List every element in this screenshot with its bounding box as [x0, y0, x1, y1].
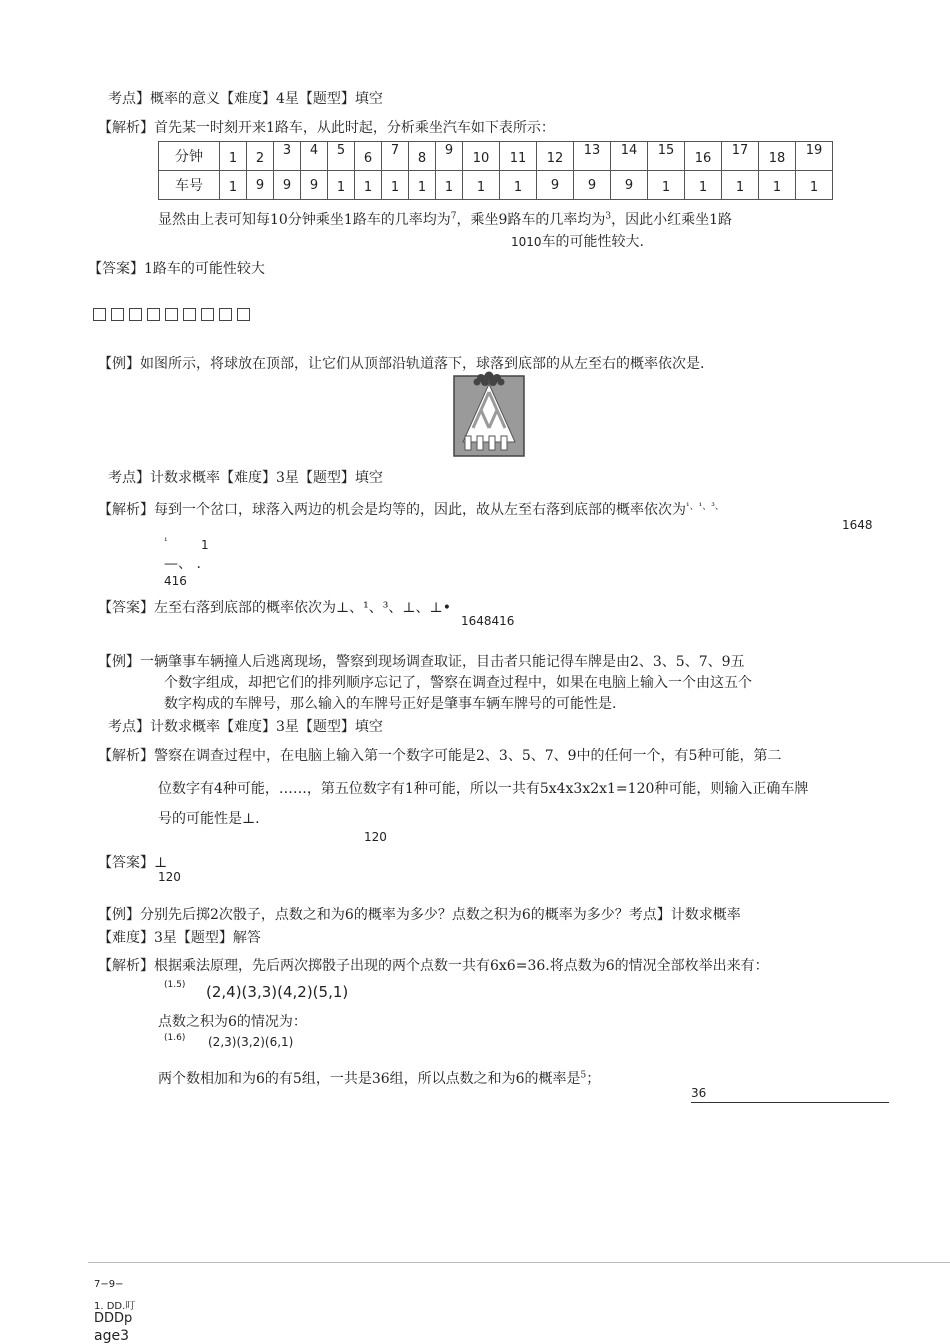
jiexi-2-line2: —、 . — [164, 556, 201, 572]
minute-cell: 5 — [328, 142, 355, 171]
prod-label: 点数之积为6的情况为： — [158, 1014, 307, 1030]
example-3-line2: 个数字组成，却把它们的排列顺序忘记了，警察在调查过程中，如果在电脑上输入一个由这五个 — [164, 675, 752, 691]
bus-cell: 9 — [537, 171, 574, 200]
example-4-line2: 【难度】3星【题型】解答 — [98, 930, 261, 946]
answer-3-denom: 120 — [158, 870, 181, 884]
prod-cases-first: (1.6) — [164, 1033, 186, 1043]
bus-cell: 9 — [611, 171, 648, 200]
minute-cell: 18 — [759, 142, 796, 171]
jiexi-2-line2-num: 1 — [201, 538, 209, 552]
bus-cell: 9 — [574, 171, 611, 200]
bus-cell: 1 — [463, 171, 500, 200]
prod-cases: (2,3)(3,2)(6,1) — [208, 1035, 294, 1049]
minute-cell: 16 — [685, 142, 722, 171]
minute-cell: 11 — [500, 142, 537, 171]
bus-cell: 1 — [355, 171, 382, 200]
conclusion-4-denom: 36 — [691, 1086, 707, 1100]
example-2: 【例】如图所示，将球放在顶部，让它们从顶部沿轨道落下，球落到底部的从左至右的概率依次是. — [98, 356, 705, 372]
buses-row — [159, 171, 833, 200]
bus-cell: 1 — [648, 171, 685, 200]
sum-cases-first: (1.5) — [164, 980, 186, 990]
minute-cell: 10 — [463, 142, 500, 171]
conclusion-4: 两个数相加和为6的有5组，一共是36组，所以点数之和为6的概率是$^5$； — [158, 1070, 601, 1087]
minute-cell: 17 — [722, 142, 759, 171]
footer-page: age3 — [94, 1328, 129, 1344]
bus-cell: 1 — [436, 171, 463, 200]
minute-cell: 3 — [274, 142, 301, 171]
bus-cell: 1 — [220, 171, 247, 200]
section-heading-boxes — [93, 308, 255, 325]
footer-line3: DDDp — [94, 1311, 133, 1326]
bus-cell: 1 — [796, 171, 833, 200]
ball-drop-figure — [453, 370, 525, 458]
bus-cell: 9 — [274, 171, 301, 200]
footer-line1: 7−9− — [94, 1279, 124, 1290]
minute-cell: 9 — [436, 142, 463, 171]
answer-2-denoms: 1648416 — [461, 614, 515, 628]
jiexi-4: 【解析】根据乘法原理，先后两次掷骰子出现的两个点数一共有6x6=36.将点数为6的情况全部枚举出来有： — [98, 958, 769, 974]
example-3-line3: 数字构成的车牌号，那么输入的车牌号正好是肇事车辆车牌号的可能性是. — [164, 696, 617, 712]
conclusion-1: 显然由上表可知每10分钟乘坐1路车的几率均为$^7$，乘坐9路车的几率均为$^3$，因此小红乘坐1路 — [158, 211, 733, 228]
bus-cell: 1 — [500, 171, 537, 200]
bus-table — [158, 141, 833, 200]
jiexi-3-line3: 号的可能性是⊥. — [158, 811, 260, 827]
bus-cell: 1 — [685, 171, 722, 200]
buses-label: 车号 — [159, 171, 220, 200]
answer-1: 【答案】1路车的可能性较大 — [88, 261, 265, 277]
conclusion-1-frac: 1010车的可能性较大. — [511, 234, 644, 250]
minute-cell: 8 — [409, 142, 436, 171]
bus-cell: 1 — [328, 171, 355, 200]
minute-cell: 7 — [382, 142, 409, 171]
minute-cell: 6 — [355, 142, 382, 171]
jiexi-2-line2-denoms: 416 — [164, 574, 187, 588]
answer-2: 【答案】左至右落到底部的概率依次为⊥、¹、³、⊥、⊥• — [98, 600, 451, 616]
footer-divider — [88, 1262, 950, 1263]
minute-cell: 4 — [301, 142, 328, 171]
minutes-row — [159, 142, 833, 171]
answer-underline — [691, 1102, 889, 1103]
footer-line2: 1. DD.叮 — [94, 1301, 136, 1312]
minute-cell: 1 — [220, 142, 247, 171]
bus-cell: 9 — [301, 171, 328, 200]
jiexi-3-denom: 120 — [364, 830, 387, 844]
minute-cell: 2 — [247, 142, 274, 171]
minute-cell: 19 — [796, 142, 833, 171]
kaodian-2: 考点】计数求概率【难度】3星【题型】填空 — [108, 470, 383, 486]
jiexi-1: 【解析】首先某一时刻开来1路车，从此时起，分析乘坐汽车如下表所示： — [98, 120, 555, 136]
bus-cell: 1 — [382, 171, 409, 200]
minute-cell: 14 — [611, 142, 648, 171]
jiexi-2-denoms: 1648 — [842, 518, 873, 532]
jiexi-2: 【解析】每到一个岔口，球落入两边的机会是均等的，因此，故从左至右落到底部的概率依次为$^{^1、^1、^3、}$ — [98, 502, 724, 518]
minute-cell: 13 — [574, 142, 611, 171]
kaodian-3: 考点】计数求概率【难度】3星【题型】填空 — [108, 719, 383, 735]
example-4-line1: 【例】分别先后掷2次骰子，点数之和为6的概率为多少？点数之积为6的概率为多少？考点】计数求概率 — [98, 907, 741, 923]
sum-cases: (2,4)(3,3)(4,2)(5,1) — [206, 983, 349, 1001]
kaodian-1: 考点】概率的意义【难度】4星【题型】填空 — [108, 91, 383, 107]
bus-cell: 1 — [409, 171, 436, 200]
jiexi-3-line1: 【解析】警察在调查过程中，在电脑上输入第一个数字可能是2、3、5、7、9中的任何一个，有5种可能，第二 — [98, 748, 782, 764]
answer-3: 【答案】⊥ — [98, 855, 168, 871]
jiexi-3-line2: 位数字有4种可能，……，第五位数字有1种可能，所以一共有5x4x3x2x1=120种可能，则输入正确车牌 — [158, 781, 809, 797]
bus-cell: 9 — [247, 171, 274, 200]
bus-cell: 1 — [759, 171, 796, 200]
minute-cell: 15 — [648, 142, 685, 171]
bus-cell: 1 — [722, 171, 759, 200]
minute-cell: 12 — [537, 142, 574, 171]
example-3-line1: 【例】一辆肇事车辆撞人后逃离现场，警察到现场调查取证，目击者只能记得车牌是由2、3、5、7、9五 — [98, 654, 745, 670]
jiexi-2-line2-sup: ¹ — [164, 537, 168, 547]
minutes-label: 分钟 — [159, 142, 220, 171]
